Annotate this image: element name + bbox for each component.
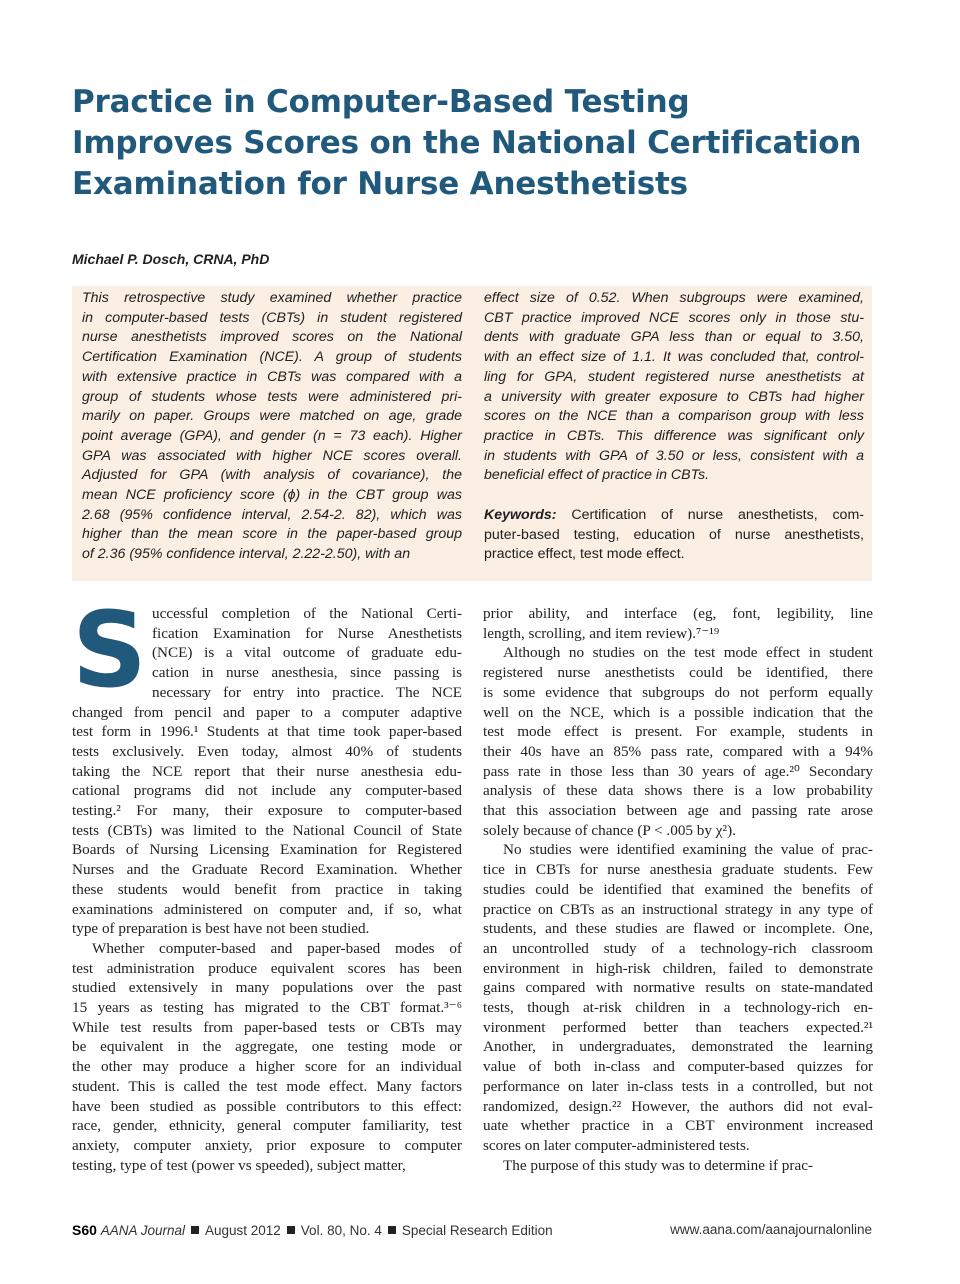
body-line: tests exclusively. Even today, almost 40% of students	[72, 742, 462, 760]
body-line: practice on CBTs as an instructional strategy in any type of	[483, 900, 873, 918]
separator-square-icon	[191, 1226, 199, 1234]
separator-square-icon	[388, 1226, 396, 1234]
abstract-box	[72, 286, 872, 581]
abstract-line: dents with graduate GPA less than or equal to 3.50,	[484, 329, 864, 346]
body-line: fication Examination for Nurse Anesthetists	[152, 624, 462, 642]
body-line: tests (CBTs) was limited to the National Council of State	[72, 821, 462, 839]
abstract-right-column	[484, 289, 864, 486]
body-line: analysis of these data shows there is a low probability	[483, 782, 873, 800]
journal-url[interactable]: www.aana.com/aanajournalonline	[670, 1222, 872, 1237]
abstract-line: higher than the mean score in the paper-based group	[82, 526, 462, 543]
journal-name: AANA Journal	[100, 1223, 185, 1238]
body-line: environment in high-risk children, failed to demonstrate	[483, 959, 873, 977]
edition: Special Research Edition	[401, 1223, 553, 1238]
abstract-line: in students with GPA of 3.50 or less, consistent with a	[484, 447, 864, 464]
body-line: is some evidence that subgroups do not perform equally	[483, 683, 873, 701]
body-line: necessary for entry into practice. The NCE	[152, 683, 462, 701]
body-line: Nurses and the Graduate Record Examination. Whether	[72, 861, 462, 879]
body-line: randomized, design.²² However, the authors did not eval-	[483, 1097, 873, 1115]
body-line: Whether computer-based and paper-based modes of	[92, 939, 462, 957]
abstract-line: scores on the NCE than a comparison group with less	[484, 408, 864, 425]
body-line: test mode effect is present. For example, students in	[483, 723, 873, 741]
body-line: gains compared with normative results on state-mandated	[483, 979, 873, 997]
abstract-line: effect size of 0.52. When subgroups were examined,	[484, 290, 864, 306]
body-line: 15 years as testing has migrated to the CBT format.³⁻⁶	[72, 999, 462, 1017]
title-line: Improves Scores on the National Certification	[72, 125, 862, 161]
author-byline: Michael P. Dosch, CRNA, PhD	[72, 251, 270, 267]
body-line: testing.² For many, their exposure to computer-based	[72, 802, 462, 820]
body-line: the other may produce a higher score for an individual	[72, 1058, 462, 1076]
drop-cap: S	[72, 589, 147, 711]
volume: Vol. 80, No. 4	[300, 1223, 382, 1238]
abstract-line: with an effect size of 1.1. It was concluded that, control-	[484, 349, 864, 366]
article-title	[72, 82, 892, 205]
body-line: well on the NCE, which is a possible indication that the	[483, 703, 873, 721]
body-line: changed from pencil and paper to a computer adaptive	[72, 703, 462, 721]
abstract-line: Certification Examination (NCE). A group of students	[82, 349, 462, 366]
title-line: Examination for Nurse Anesthetists	[72, 166, 688, 202]
abstract-line: practice in CBTs. This difference was significant only	[484, 427, 864, 444]
keywords-line	[484, 506, 864, 526]
abstract-line: point average (GPA), and gender (n = 73 each). Higher	[82, 427, 462, 444]
keywords-label: Keywords:	[484, 507, 557, 523]
body-line: vironment performed better than teachers expected.²¹	[483, 1018, 873, 1036]
body-line: have been studied as possible contributors to this effect:	[72, 1097, 462, 1115]
body-line: that this association between age and passing rate arose	[483, 802, 873, 820]
body-line: student. This is called the test mode effect. Many factors	[72, 1077, 462, 1095]
keywords-line: puter-based testing, education of nurse anesthetists,	[484, 526, 864, 543]
body-right-column	[483, 604, 873, 1175]
abstract-line: This retrospective study examined whether practice	[82, 290, 462, 306]
body-line: (NCE) is a vital outcome of graduate edu-	[152, 644, 462, 662]
keywords	[484, 506, 864, 565]
abstract-line: group of students whose tests were administered pri-	[82, 388, 462, 405]
body-line: solely because of chance (P < .005 by χ²).	[483, 821, 736, 839]
body-line: While test results from paper-based tests or CBTs may	[72, 1018, 462, 1036]
body-line: test administration produce equivalent scores has been	[72, 959, 462, 977]
body-line: performance on later in-class tests in a controlled, but not	[483, 1077, 873, 1095]
page-footer	[72, 1222, 872, 1242]
body-line: scores on later computer-administered tests.	[483, 1136, 750, 1154]
page-number: S60	[72, 1222, 97, 1238]
body-line: No studies were identified examining the value of prac-	[503, 841, 873, 859]
abstract-line: Adjusted for GPA (with analysis of covariance), the	[82, 467, 462, 484]
body-line: Another, in undergraduates, demonstrated the learning	[483, 1038, 873, 1056]
abstract-left-column	[82, 289, 462, 565]
body-left-column	[72, 589, 462, 1175]
body-line: Boards of Nursing Licensing Examination for Registered	[72, 841, 462, 859]
body-line: tice in CBTs for nurse anesthesia graduate students. Few	[483, 861, 873, 879]
body-line: testing, type of test (power vs speeded), subject matter,	[72, 1156, 406, 1174]
body-line: value of both in-class and computer-based quizzes for	[483, 1058, 873, 1076]
abstract-line: in computer-based tests (CBTs) in student registered	[82, 309, 462, 326]
body-line: race, gender, ethnicity, general computer familiarity, test	[72, 1117, 462, 1135]
abstract-line: nurse anesthetists improved scores on the National	[82, 329, 462, 346]
body-line: uate whether practice in a CBT environment increased	[483, 1117, 873, 1135]
body-line: be equivalent in the aggregate, one testing mode or	[72, 1038, 462, 1056]
body-line: studies could be identified that examined the benefits of	[483, 880, 873, 898]
body-line: test form in 1996.¹ Students at that time took paper-based	[72, 723, 462, 741]
body-line: cational programs did not include any computer-based	[72, 782, 462, 800]
separator-square-icon	[287, 1226, 295, 1234]
body-line: students, and these studies are flawed or incomplete. One,	[483, 920, 873, 938]
issue-date: August 2012	[204, 1223, 281, 1238]
abstract-line: with extensive practice in CBTs was compared with a	[82, 368, 462, 385]
abstract-line: ling for GPA, student registered nurse anesthetists at	[484, 368, 864, 385]
body-line: type of preparation is best have not been studied.	[72, 920, 370, 938]
body-line: Although no studies on the test mode effect in student	[503, 644, 873, 662]
body-line: anxiety, computer anxiety, prior exposure to computer	[72, 1136, 462, 1154]
body-line: these students would benefit from practice in taking	[72, 880, 462, 898]
body-line: registered nurse anesthetists could be identified, there	[483, 664, 873, 682]
abstract-line: of 2.36 (95% confidence interval, 2.22-2.50), with an	[82, 546, 411, 563]
abstract-line: mean NCE proficiency score (ϕ) in the CBT group was	[82, 487, 462, 504]
abstract-line: beneficial effect of practice in CBTs.	[484, 467, 710, 484]
abstract-line: a university with greater exposure to CBTs had higher	[484, 388, 864, 405]
abstract-line: CBT practice improved NCE scores only in those stu-	[484, 309, 864, 326]
body-line: length, scrolling, and item review).⁷⁻¹⁹	[483, 624, 720, 642]
abstract-line: 2.68 (95% confidence interval, 2.54-2. 82), which was	[82, 506, 462, 523]
keywords-line: practice effect, test mode effect.	[484, 546, 685, 563]
abstract-line: marily on paper. Groups were matched on age, grade	[82, 408, 462, 425]
body-line: cation in nurse anesthesia, since passing is	[152, 664, 462, 682]
body-line: studied extensively in many populations over the past	[72, 979, 462, 997]
body-line: their 40s have an 85% pass rate, compared with a 94%	[483, 742, 873, 760]
body-line: examinations administered on computer and, if so, what	[72, 900, 462, 918]
abstract-line: GPA was associated with higher NCE scores overall.	[82, 447, 462, 464]
body-line: an uncontrolled study of a technology-rich classroom	[483, 939, 873, 957]
keywords-text: Certification of nurse anesthetists, com-	[556, 507, 864, 523]
body-line: pass rate in those less than 30 years of age.²⁰ Secondary	[483, 762, 873, 780]
body-line: uccessful completion of the National Certi-	[152, 605, 462, 622]
body-line: tests, though at-risk children in a technology-rich en-	[483, 999, 873, 1017]
body-line: prior ability, and interface (eg, font, legibility, line	[483, 605, 873, 622]
title-line: Practice in Computer-Based Testing	[72, 84, 690, 120]
body-line: The purpose of this study was to determine if prac-	[503, 1156, 813, 1174]
body-line: taking the NCE report that their nurse anesthesia edu-	[72, 762, 462, 780]
